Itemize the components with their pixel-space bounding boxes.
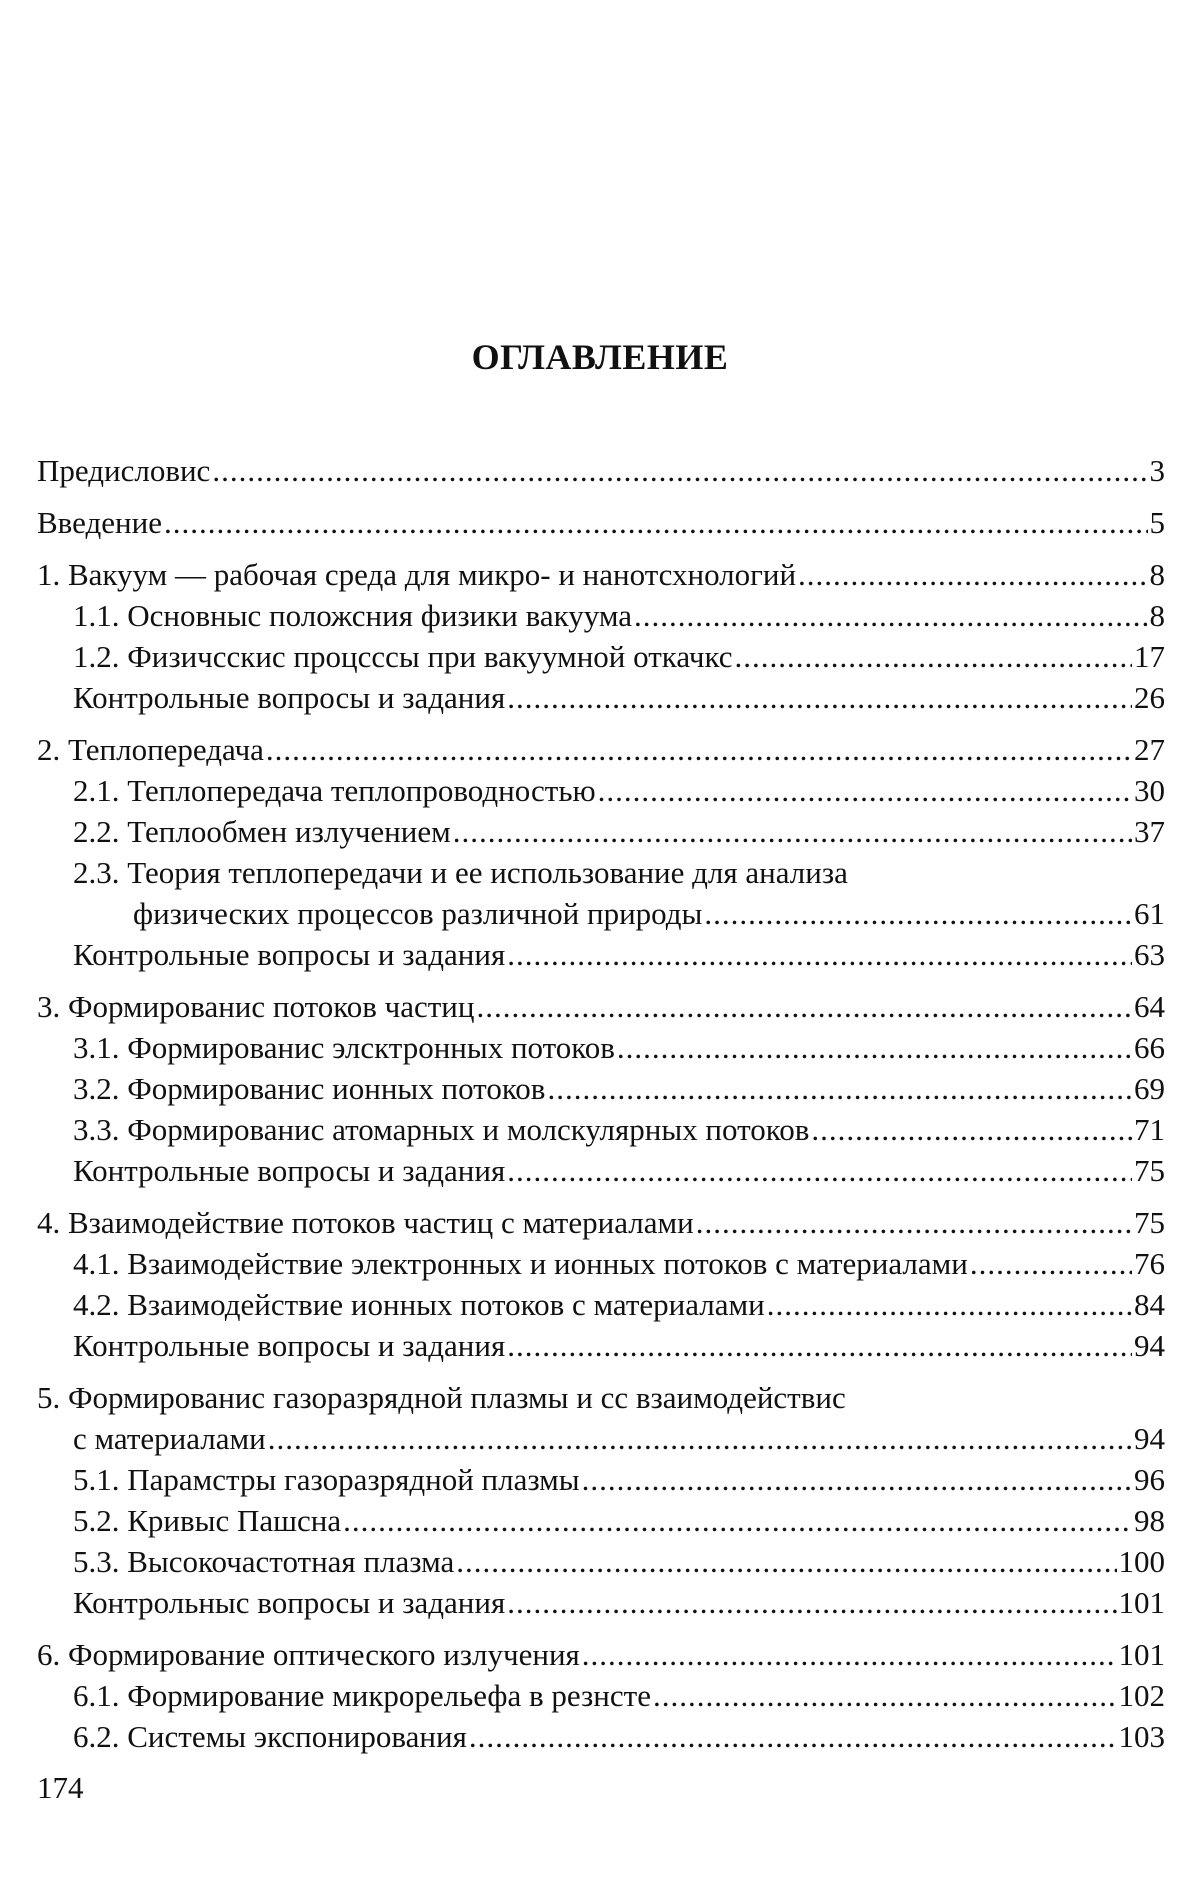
toc-entry-title: 6.1. Формирование микрорельефа в резнсте — [73, 1678, 651, 1713]
toc-entry — [37, 934, 1165, 975]
dot-leader — [811, 1109, 1132, 1150]
toc-entry-title: 5.3. Высокочастотная плазма — [73, 1544, 455, 1579]
toc-entry-page: 61 — [1134, 896, 1165, 931]
toc-entry-page: 76 — [1134, 1246, 1165, 1281]
toc-entry — [37, 1716, 1165, 1757]
toc-entry — [37, 1459, 1165, 1500]
toc-entry-page: 27 — [1134, 732, 1165, 767]
toc-entry-title: 1.2. Физичсскис процсссы при вакуумной откачкс — [73, 639, 733, 674]
toc-section — [37, 986, 1165, 1191]
toc-entry — [37, 1582, 1165, 1623]
toc-entry — [37, 1027, 1165, 1068]
toc-section — [37, 554, 1165, 718]
toc-entry — [37, 1284, 1165, 1325]
toc-entry-title: 4.1. Взаимодействие электронных и ионных потоков с материалами — [73, 1246, 968, 1281]
toc-section — [37, 1202, 1165, 1366]
toc-entry-title: Контрольные вопросы и задания — [73, 680, 506, 715]
dot-leader — [704, 893, 1132, 934]
toc-entry — [37, 677, 1165, 718]
toc-entry-page: 8 — [1149, 598, 1165, 633]
toc-entry-page: 69 — [1134, 1071, 1165, 1106]
toc-entry-page: 30 — [1134, 773, 1165, 808]
toc-section — [37, 1634, 1165, 1757]
toc-entry — [37, 1418, 1165, 1459]
toc-entry — [37, 1243, 1165, 1284]
page-title: ОГЛАВЛЕНИЕ — [471, 337, 729, 377]
toc-entry-title: 3.1. Формированис элсктронных потоков — [73, 1030, 615, 1065]
toc-entry — [37, 1675, 1165, 1716]
toc-entry-title: 5. Формированис газоразрядной плазмы и сс взаимодействис — [37, 1380, 846, 1415]
toc-entry-title: 3.2. Формированис ионных потоков — [73, 1071, 546, 1106]
dot-leader — [582, 1634, 1117, 1675]
toc-section — [37, 450, 1165, 491]
toc-entry — [37, 1109, 1165, 1150]
toc-entry — [37, 1325, 1165, 1366]
toc-entry-title: 3. Формированис потоков частиц — [37, 989, 475, 1024]
toc-entry-title: 6.2. Системы экспонирования — [73, 1719, 467, 1754]
toc-entry-title: с материалами — [73, 1421, 266, 1456]
toc-entry — [37, 595, 1165, 636]
toc-entry-page: 63 — [1134, 937, 1165, 972]
dot-leader — [767, 1284, 1132, 1325]
toc-entry-title: 2.2. Теплообмен излучением — [73, 814, 451, 849]
dot-leader — [634, 595, 1147, 636]
toc-entry — [37, 893, 1165, 934]
toc-entry-page: 17 — [1134, 639, 1165, 674]
dot-leader — [266, 729, 1132, 770]
dot-leader — [547, 1068, 1132, 1109]
toc-entry — [37, 770, 1165, 811]
page-number: 174 — [37, 1770, 84, 1805]
toc-entry-page: 26 — [1134, 680, 1165, 715]
toc-entry-title: физических процессов различной природы — [133, 896, 703, 931]
toc-section — [37, 502, 1165, 543]
toc-entry-page: 84 — [1134, 1287, 1165, 1322]
dot-leader — [268, 1418, 1132, 1459]
toc-entry-page: 64 — [1134, 989, 1165, 1024]
toc-entry — [37, 636, 1165, 677]
dot-leader — [453, 811, 1132, 852]
toc-entry — [37, 554, 1165, 595]
dot-leader — [507, 1150, 1132, 1191]
toc-section — [37, 729, 1165, 975]
toc-entry — [37, 502, 1165, 543]
dot-leader — [970, 1243, 1132, 1284]
toc-entry-title: Контрольные вопросы и задания — [73, 937, 506, 972]
toc-entry-title: 1.1. Основныс положсния физики вакуума — [73, 598, 633, 633]
dot-leader — [164, 502, 1148, 543]
toc-entry — [37, 986, 1165, 1027]
dot-leader — [476, 986, 1132, 1027]
toc-entry-page: 3 — [1149, 453, 1165, 488]
toc-entry-title: 6. Формирование оптического излучения — [37, 1637, 580, 1672]
dot-leader — [456, 1541, 1116, 1582]
dot-leader — [696, 1202, 1132, 1243]
dot-leader — [469, 1716, 1117, 1757]
toc-entry — [37, 1202, 1165, 1243]
dot-leader — [582, 1459, 1132, 1500]
dot-leader — [212, 450, 1147, 491]
toc-entry — [37, 1541, 1165, 1582]
toc-entry-page: 71 — [1134, 1112, 1165, 1147]
toc-entry-title: Предисловис — [37, 453, 211, 488]
toc-entry-page: 5 — [1149, 505, 1165, 540]
dot-leader — [507, 1325, 1132, 1366]
toc-entry-page: 37 — [1134, 814, 1165, 849]
toc-entry-title: 3.3. Формированис атомарных и молскулярных потоков — [73, 1112, 810, 1147]
dot-leader — [798, 554, 1147, 595]
toc-entry-title: Контрольные вопросы и задания — [73, 1153, 506, 1188]
toc-entry — [37, 1150, 1165, 1191]
toc-entry — [37, 729, 1165, 770]
dot-leader — [507, 677, 1132, 718]
toc-entry-title: 4. Взаимодействие потоков частиц с материалами — [37, 1205, 694, 1240]
table-of-contents — [37, 450, 1165, 1768]
toc-entry-title: 2. Теплопередача — [37, 732, 264, 767]
toc-entry-page: 100 — [1118, 1544, 1165, 1579]
dot-leader — [617, 1027, 1132, 1068]
toc-entry — [37, 1500, 1165, 1541]
toc-entry-page: 102 — [1118, 1678, 1165, 1713]
toc-entry — [37, 1634, 1165, 1675]
toc-entry-title: 5.1. Парамстры газоразрядной плазмы — [73, 1462, 580, 1497]
dot-leader — [507, 1582, 1116, 1623]
toc-entry-page: 94 — [1134, 1421, 1165, 1456]
toc-entry-page: 75 — [1134, 1153, 1165, 1188]
toc-entry-page: 101 — [1118, 1637, 1165, 1672]
dot-leader — [653, 1675, 1117, 1716]
toc-entry — [37, 450, 1165, 491]
dot-leader — [598, 770, 1132, 811]
toc-entry-title: Введение — [37, 505, 162, 540]
dot-leader — [735, 636, 1132, 677]
toc-section — [37, 1377, 1165, 1623]
toc-entry-page: 66 — [1134, 1030, 1165, 1065]
toc-entry-page: 8 — [1149, 557, 1165, 592]
dot-leader — [343, 1500, 1132, 1541]
toc-entry-page: 98 — [1134, 1503, 1165, 1538]
toc-entry-page: 96 — [1134, 1462, 1165, 1497]
toc-entry-title: 2.1. Теплопередача теплопроводностью — [73, 773, 596, 808]
toc-entry-title: Контрольные вопросы и задания — [73, 1328, 506, 1363]
toc-entry — [37, 1068, 1165, 1109]
toc-entry — [37, 1377, 1165, 1418]
toc-entry-title: Контрольныс вопросы и задания — [73, 1585, 506, 1620]
toc-entry-title: 5.2. Кривыс Пашсна — [73, 1503, 342, 1538]
toc-entry-page: 75 — [1134, 1205, 1165, 1240]
dot-leader — [507, 934, 1132, 975]
toc-entry-title: 2.3. Теория теплопередачи и ее использование для анализа — [73, 855, 848, 890]
toc-entry-title: 1. Вакуум — рабочая среда для микро- и нанотсхнологий — [37, 557, 797, 592]
toc-entry — [37, 852, 1165, 893]
toc-entry-title: 4.2. Взаимодействие ионных потоков с материалами — [73, 1287, 765, 1322]
toc-entry-page: 103 — [1118, 1719, 1165, 1754]
toc-entry-page: 94 — [1134, 1328, 1165, 1363]
toc-entry — [37, 811, 1165, 852]
toc-entry-page: 101 — [1118, 1585, 1165, 1620]
